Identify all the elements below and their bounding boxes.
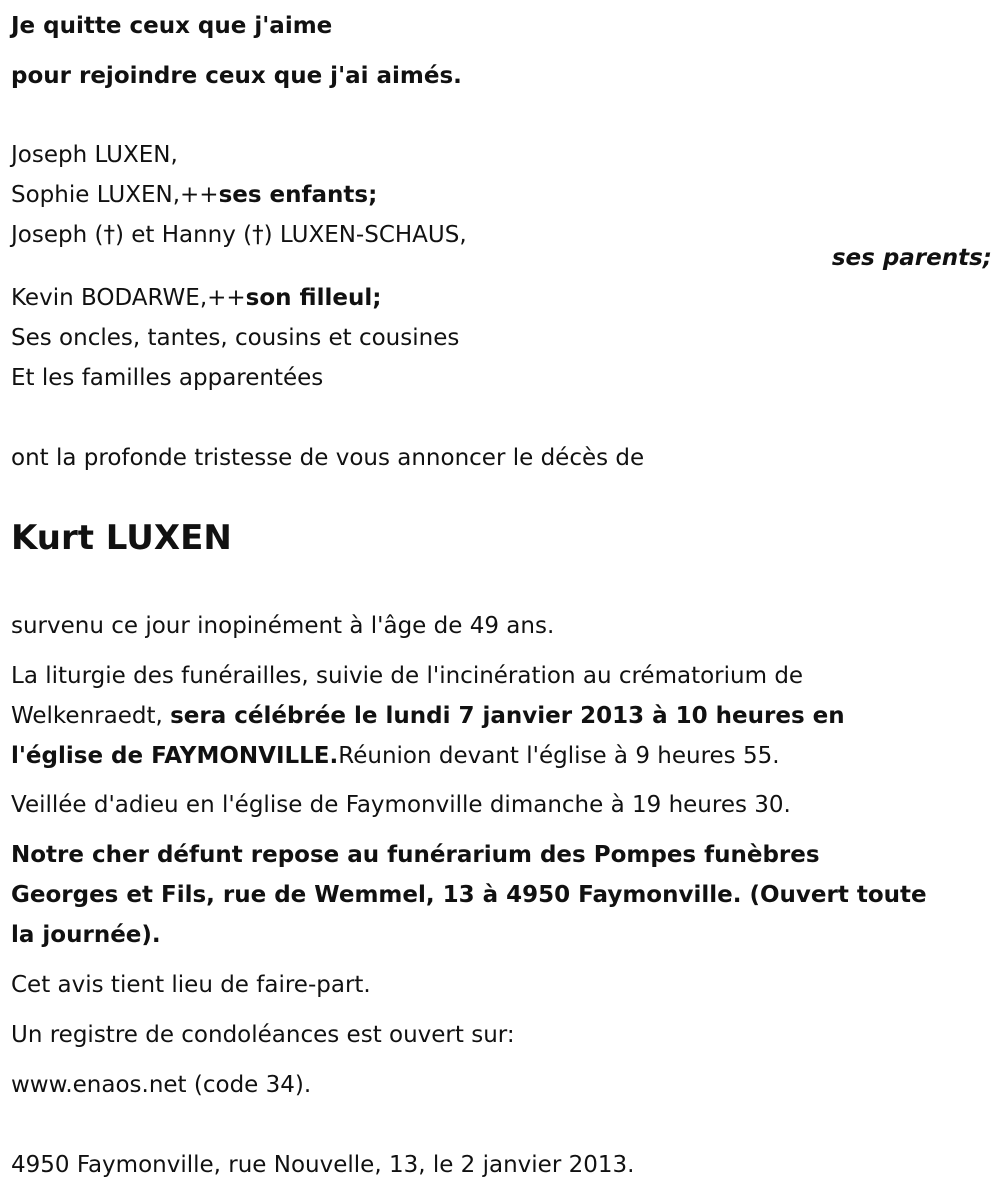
vigil-line: Veillée d'adieu en l'église de Faymonville dimanche à 19 heures 30. [11,792,791,818]
family-joseph: Joseph LUXEN, [11,142,178,168]
repose-line-3: la journée). [11,922,161,948]
death-line: survenu ce jour inopinément à l'âge de 49 ans. [11,613,555,639]
family-relatives: Ses oncles, tantes, cousins et cousines [11,325,460,351]
address-date: 4950 Faymonville, rue Nouvelle, 13, le 2 janvier 2013. [11,1152,635,1178]
quote-line-1: Je quitte ceux que j'aime [11,13,333,39]
funeral-line-2-plain: Welkenraedt, [11,703,171,729]
notice-line: Cet avis tient lieu de faire-part. [11,972,371,998]
registry-line-1: Un registre de condoléances est ouvert sur: [11,1022,515,1048]
family-children-role: ses enfants; [218,182,378,208]
announcement: ont la profonde tristesse de vous annoncer le décès de [11,445,645,471]
funeral-line-2-bold: sera célébrée le lundi 7 janvier 2013 à 10 heures en [170,703,845,729]
funeral-line-3-bold: l'église de FAYMONVILLE. [11,743,339,769]
repose-line-2: Georges et Fils, rue de Wemmel, 13 à 4950 Faymonville. (Ouvert toute [11,882,927,908]
family-parents-role: ses parents; [831,245,992,271]
family-sophie [11,175,377,215]
family-families: Et les familles apparentées [11,365,324,391]
repose-line-1: Notre cher défunt repose au funérarium des Pompes funèbres [11,842,820,868]
funeral-line-1: La liturgie des funérailles, suivie de l'incinération au crématorium de [11,663,804,689]
funeral-line-3 [11,736,780,776]
funeral-line-3-plain: Réunion devant l'église à 9 heures 55. [338,743,780,769]
family-kevin [11,278,381,318]
funeral-line-2 [11,696,845,736]
family-kevin-name: Kevin BODARWE,++ [11,285,246,311]
family-godson-role: son filleul; [245,285,382,311]
deceased-name: Kurt LUXEN [11,518,232,558]
family-parents: Joseph (†) et Hanny (†) LUXEN-SCHAUS, [11,222,467,248]
family-sophie-name: Sophie LUXEN,++ [11,182,219,208]
quote-line-2: pour rejoindre ceux que j'ai aimés. [11,63,462,89]
registry-link[interactable]: www.enaos.net (code 34). [11,1072,312,1098]
